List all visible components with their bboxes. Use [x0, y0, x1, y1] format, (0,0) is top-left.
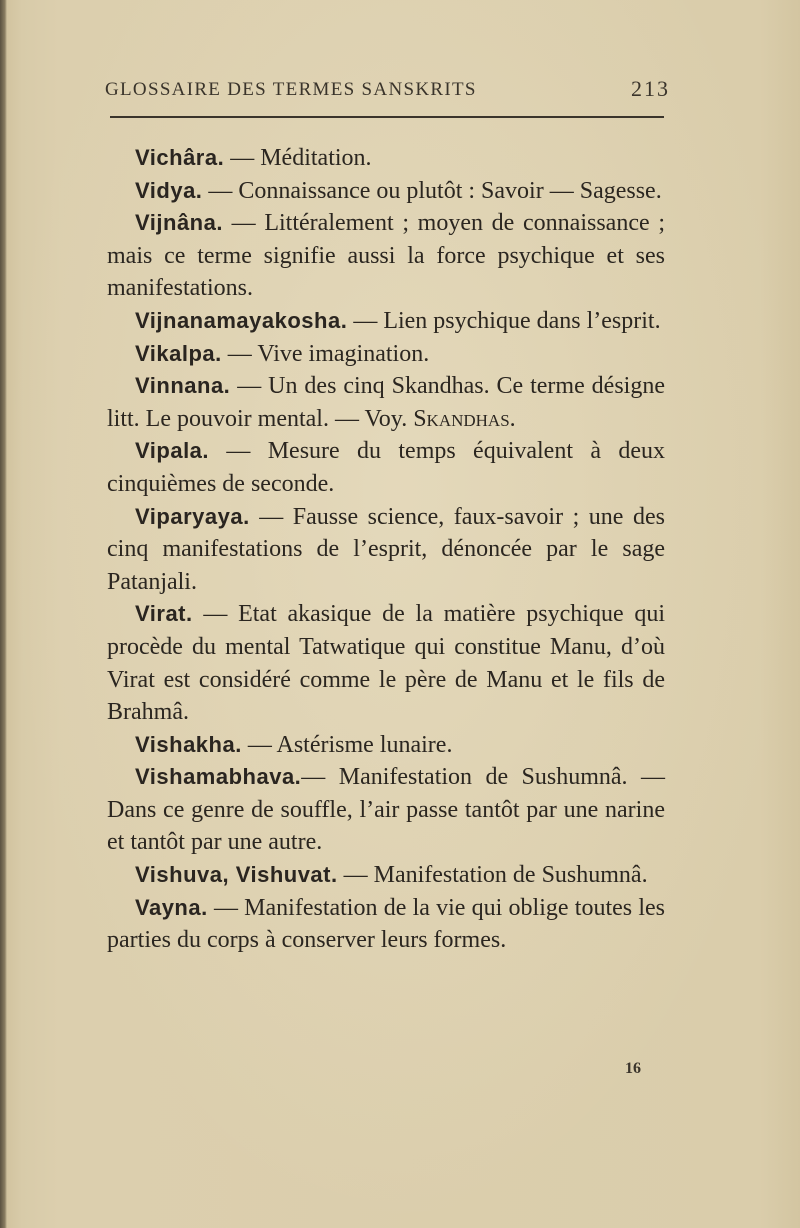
entry-term: Vayna.	[135, 894, 208, 920]
glossary-entry	[107, 435, 665, 500]
entry-term: Vishakha.	[135, 731, 242, 757]
glossary-entry	[107, 370, 665, 435]
entry-term: Vishuva, Vishuvat.	[135, 862, 338, 888]
entry-definition: — Etat akasique de la matière psychique qui procède du mental Tatwatique qui constitue Manu, d’où Virat est considéré comme le père de Manu et le fils de Brahmâ.	[107, 601, 665, 726]
entry-definition: — Mesure du temps équivalent à deux cinquièmes de seconde.	[107, 438, 665, 497]
glossary-entry	[107, 761, 665, 859]
entry-definition: — Astérisme lunaire.	[241, 731, 453, 758]
entry-definition: — Un des cinq Skandhas. Ce terme désigne litt. Le pouvoir mental. — Voy.	[107, 373, 665, 432]
entry-term: Viparyaya.	[135, 503, 250, 529]
entry-term: Vidya.	[135, 177, 203, 203]
glossary-entry	[107, 501, 665, 599]
entry-term: Virat.	[135, 601, 193, 627]
header-rule	[110, 116, 664, 118]
glossary-entry	[107, 859, 665, 892]
glossary-entry	[107, 175, 665, 208]
entry-definition: — Manifestation de la vie qui oblige toutes les parties du corps à conserver leurs formes.	[107, 894, 665, 954]
cross-reference: Skandhas.	[413, 405, 516, 432]
glossary-entry	[107, 207, 665, 305]
entry-term: Vikalpa.	[135, 340, 222, 366]
entry-definition: — Lien psychique dans l’esprit.	[347, 307, 661, 334]
entry-definition: — Méditation.	[224, 145, 372, 171]
glossary-entry	[107, 729, 665, 762]
entry-term: Vipala.	[135, 438, 210, 464]
entry-definition: — Fausse science, faux-savoir ; une des cinq manifestations de l’esprit, dénoncée par le sage Patanjali.	[107, 503, 665, 595]
signature-mark: 16	[625, 1060, 641, 1077]
glossary-entry	[107, 338, 665, 371]
entry-definition: — Connaissance ou plutôt : Savoir — Sagesse.	[202, 177, 662, 204]
page-gutter-shadow	[0, 0, 7, 1228]
page-number: 213	[631, 76, 670, 101]
entry-term: Vishamabhava.	[135, 764, 302, 790]
entry-definition: — Littéralement ; moyen de connaissance ; mais ce terme signifie aussi la force psychique et ses manifestations.	[107, 210, 665, 302]
glossary-entries	[107, 142, 665, 957]
glossary-entry	[107, 598, 665, 728]
running-title: GLOSSAIRE DES TERMES SANSKRITS	[105, 79, 477, 100]
entry-definition: — Manifestation de Sushumnâ.	[337, 862, 648, 889]
entry-term: Vijnanamayakosha.	[135, 307, 348, 333]
entry-definition: — Vive imagination.	[221, 340, 430, 367]
glossary-entry	[107, 305, 665, 338]
entry-term: Vichâra.	[135, 145, 225, 170]
glossary-entry	[107, 142, 665, 175]
entry-term: Vinnana.	[135, 373, 231, 399]
glossary-entry	[107, 892, 665, 957]
entry-definition: — Manifestation de Sushumnâ. — Dans ce genre de souffle, l’air passe tantôt par une narine et tantôt par une autre.	[107, 764, 665, 856]
entry-term: Vijnâna.	[135, 210, 223, 236]
